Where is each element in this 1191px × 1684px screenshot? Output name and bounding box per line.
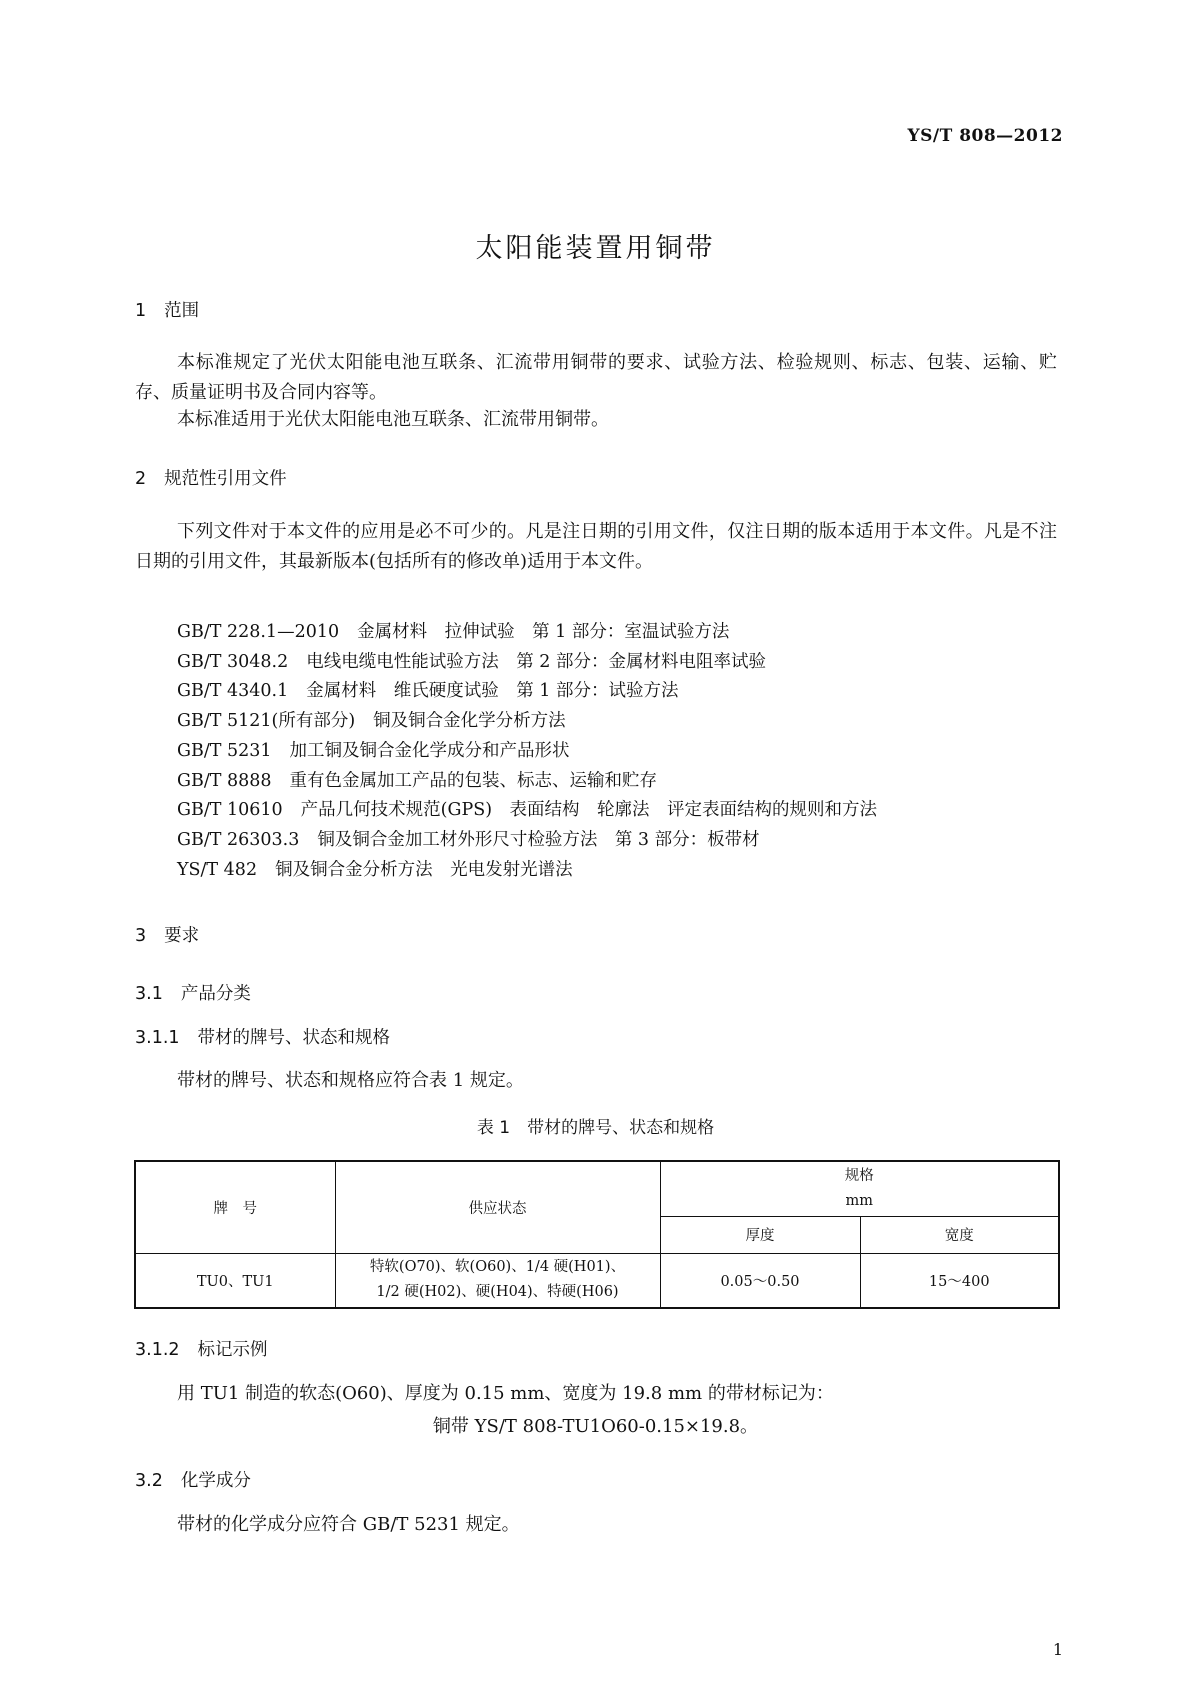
section-title: 规范性引用文件 bbox=[164, 469, 287, 489]
section-title: 产品分类 bbox=[180, 984, 251, 1004]
header-spec-unit: mm bbox=[845, 1192, 873, 1209]
header-grade: 牌 号 bbox=[135, 1161, 335, 1253]
reference-code: GB/T 5231 bbox=[177, 740, 272, 761]
cell-temper-line: 1/2 硬(H02)、硬(H04)、特硬(H06) bbox=[376, 1284, 619, 1301]
reference-item bbox=[177, 707, 877, 737]
section-title: 带材的牌号、状态和规格 bbox=[197, 1028, 391, 1048]
header-width: 宽度 bbox=[860, 1216, 1059, 1253]
paragraph: 带材的化学成分应符合 GB/T 5231 规定。 bbox=[177, 1514, 520, 1535]
paragraph: 本标准规定了光伏太阳能电池互联条、汇流带用铜带的要求、试验方法、检验规则、标志、包装、运输、贮存、质量证明书及合同内容等。 bbox=[135, 352, 1057, 403]
reference-item bbox=[177, 796, 877, 826]
paragraph: 用 TU1 制造的软态(O60)、厚度为 0.15 mm、宽度为 19.8 mm 的带材标记为： bbox=[177, 1383, 834, 1404]
reference-title: 产品几何技术规范(GPS) 表面结构 轮廓法 评定表面结构的规则和方法 bbox=[300, 800, 878, 821]
reference-item bbox=[177, 737, 877, 767]
reference-code: GB/T 26303.3 bbox=[177, 829, 300, 850]
reference-title: 铜及铜合金分析方法 光电发射光谱法 bbox=[275, 859, 573, 880]
reference-item bbox=[177, 618, 877, 648]
reference-title: 金属材料 维氏硬度试验 第 1 部分：试验方法 bbox=[306, 681, 679, 702]
page-number: 1 bbox=[1052, 1640, 1063, 1659]
reference-item bbox=[177, 767, 877, 797]
reference-code: GB/T 10610 bbox=[177, 800, 283, 821]
standard-number: YS/T 808—2012 bbox=[907, 126, 1063, 146]
section-title: 化学成分 bbox=[180, 1471, 251, 1491]
reference-code: GB/T 5121(所有部分) bbox=[177, 711, 356, 732]
reference-title: 金属材料 拉伸试验 第 1 部分：室温试验方法 bbox=[357, 622, 730, 642]
reference-title: 铜及铜合金化学分析方法 bbox=[373, 711, 566, 732]
reference-code: GB/T 3048.2 bbox=[177, 651, 289, 672]
section-3-1-2-heading bbox=[135, 1336, 268, 1361]
reference-code: GB/T 4340.1 bbox=[177, 681, 289, 702]
spec-table bbox=[134, 1160, 1060, 1309]
reference-item bbox=[177, 826, 877, 856]
section-title: 范围 bbox=[164, 301, 200, 321]
paragraph: 带材的牌号、状态和规格应符合表 1 规定。 bbox=[177, 1070, 524, 1091]
reference-code: YS/T 482 bbox=[177, 859, 258, 880]
reference-title: 电线电缆电性能试验方法 第 2 部分：金属材料电阻率试验 bbox=[306, 651, 766, 672]
section-number: 1 bbox=[135, 301, 147, 321]
section-number: 3.2 bbox=[135, 1471, 163, 1491]
section-number: 3.1.2 bbox=[135, 1340, 180, 1360]
reference-title: 加工铜及铜合金化学成分和产品形状 bbox=[289, 740, 570, 761]
reference-item bbox=[177, 856, 877, 886]
section-number: 3 bbox=[135, 926, 147, 946]
marking-example: 铜带 YS/T 808-TU1O60-0.15×19.8。 bbox=[432, 1416, 759, 1437]
section-3-1-heading bbox=[135, 980, 251, 1005]
cell-width: 15～400 bbox=[860, 1253, 1059, 1308]
paragraph: 本标准适用于光伏太阳能电池互联条、汇流带用铜带。 bbox=[177, 409, 609, 430]
header-spec-label: 规格 bbox=[844, 1167, 874, 1184]
reference-title: 重有色金属加工产品的包装、标志、运输和贮存 bbox=[289, 770, 658, 791]
reference-code: GB/T 228.1—2010 bbox=[177, 622, 340, 642]
cell-grade: TU0、TU1 bbox=[135, 1253, 335, 1308]
section-3-heading bbox=[135, 922, 199, 947]
section-1-heading bbox=[135, 297, 199, 322]
section-number: 2 bbox=[135, 469, 147, 489]
reference-item bbox=[177, 677, 877, 707]
section-title: 要求 bbox=[164, 926, 200, 946]
cell-temper-line: 特软(O70)、软(O60)、1/4 硬(H01)、 bbox=[369, 1259, 626, 1276]
header-thickness: 厚度 bbox=[660, 1216, 860, 1253]
header-temper: 供应状态 bbox=[335, 1161, 660, 1253]
header-spec bbox=[660, 1161, 1059, 1216]
cell-thickness: 0.05～0.50 bbox=[660, 1253, 860, 1308]
cell-temper bbox=[335, 1253, 660, 1308]
section-number: 3.1 bbox=[135, 984, 163, 1004]
normative-references-list bbox=[177, 618, 877, 885]
section-number: 3.1.1 bbox=[135, 1028, 180, 1048]
section-3-2-heading bbox=[135, 1467, 251, 1492]
reference-title: 铜及铜合金加工材外形尺寸检验方法 第 3 部分：板带材 bbox=[317, 829, 760, 850]
document-title: 太阳能装置用铜带 bbox=[475, 233, 716, 264]
section-3-1-1-heading bbox=[135, 1024, 390, 1049]
reference-item bbox=[177, 648, 877, 678]
table-row bbox=[135, 1253, 1059, 1308]
table-header-row bbox=[135, 1161, 1059, 1216]
paragraph: 下列文件对于本文件的应用是必不可少的。凡是注日期的引用文件，仅注日期的版本适用于本文件。凡是不注日期的引用文件，其最新版本(包括所有的修改单)适用于本文件。 bbox=[135, 521, 1057, 572]
reference-code: GB/T 8888 bbox=[177, 770, 272, 791]
section-2-heading bbox=[135, 465, 287, 490]
section-title: 标记示例 bbox=[197, 1340, 268, 1360]
table-caption: 表 1 带材的牌号、状态和规格 bbox=[476, 1118, 715, 1138]
